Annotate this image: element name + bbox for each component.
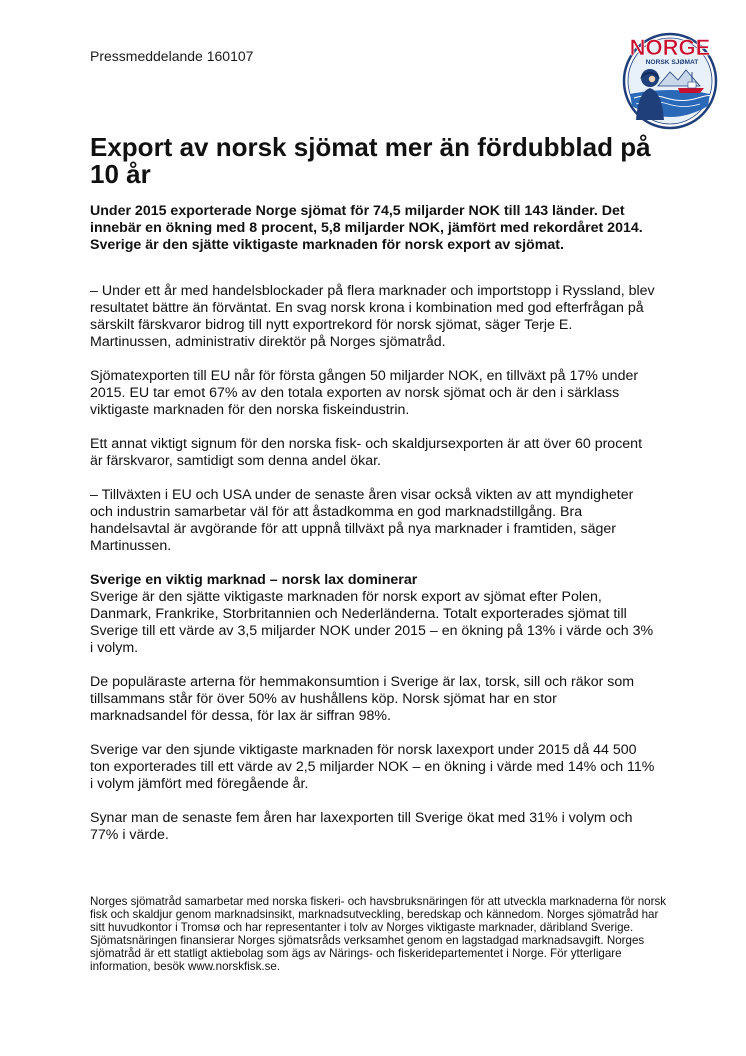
paragraph-quote-growth: – Tillväxten i EU och USA under de senaste åren visar också vikten av att myndigheter och industrin samarbetar väl för att åstadkomma en god marknadstillgång. Bra handelsavtal är avgörande för att uppnå tillväxt på nya marknader i framtiden, säger Martinussen. [90,487,634,554]
seal-logo-graphic [620,28,720,130]
article-body [90,134,656,861]
paragraph-popular-species: De populäraste arterna för hemmakonsumtion i Sverige är lax, torsk, sill och räkor som tillsammans står för över 50% av hushållens köp. Norsk sjömat har en stor marknadsandel för dessa, för lax är siffran 98%. [90,674,635,724]
paragraph-salmon-export: Sverige var den sjunde viktigaste marknaden för norsk laxexport under 2015 då 44 500 ton exporterades till ett värde av 2,5 miljarder NOK – en ökning i värde med 14% och 11% i volym jämfört med föregående år. [90,742,655,792]
footer-about-text: Norges sjömatråd samarbetar med norska fiskeri- och havsbruksnäringen för att utveckla marknaderna för norsk fisk och skaldjur genom marknadsinsikt, marknadsutveckling, beredskap och kännedom. Norges sjömatråd har sitt huvudkontor i Tromsø och har representanter i tolv av Norges viktigaste marknader, däribland Sverige. Sjömatsnäringen finansierar Norges sjömatsråds verksamhet genom en lagstadgad marknadsavgift. Norges sjömatråd är ett statligt aktiebolag som ägs av Närings- och fiskeridepartementet i Norge. För ytterligare information, besök www.norskfisk.se. [90,895,667,974]
document-type-label: Pressmeddelande 160107 [90,48,254,64]
paragraph-five-year-trend: Synar man de senaste fem åren har laxexporten till Sverige ökat med 31% i volym och 77% i värde. [90,810,633,843]
paragraph-eu-export: Sjömatexporten till EU når för första gången 50 miljarder NOK, en tillväxt på 17% under 2015. EU tar emot 67% av den totala exporten av norsk sjömat och är den i särklass viktigaste marknaden för den norska fiskeindustrin. [90,368,639,418]
logo-word: NORGE [629,35,711,60]
article-title: Export av norsk sjömat mer än fördubblad på 10 år [90,132,651,189]
section-heading: Sverige en viktig marknad – norsk lax dominerar [90,572,418,588]
logo-subtitle: NORSK SJØMAT [645,59,699,66]
article-lead: Under 2015 exporterade Norge sjömat för 74,5 miljarder NOK till 143 länder. Det innebär en ökning med 8 procent, 5,8 miljarder NOK, jämfört med rekordåret 2014. Sverige är den sjätte viktigaste marknaden för norsk export av sjömat. [90,203,643,253]
paragraph-quote-martinussen: – Under ett år med handelsblockader på flera marknader och importstopp i Ryssland, blev resultatet bättre än förväntat. En svag norsk krona i kombination med god efterfrågan på särskilt färskvaror bidrog till nytt exportrekord för norsk sjömat, säger Terje E. Martinussen, administrativ direktör på Norges sjömatråd. [90,283,655,350]
norge-seafood-logo [620,28,720,130]
paragraph-sweden-market: Sverige är den sjätte viktigaste marknaden för norsk export av sjömat efter Polen, Danmark, Frankrike, Storbritannien och Nederländerna. Totalt exporterades sjömat till Sverige till ett värde av 3,5 miljarder NOK under 2015 – en ökning på 13% i värde och 3% i volym. [90,589,654,656]
paragraph-fresh-products: Ett annat viktigt signum för den norska fisk- och skaldjursexporten är att över 60 procent är färskvaror, samtidigt som denna andel ökar. [90,436,643,469]
